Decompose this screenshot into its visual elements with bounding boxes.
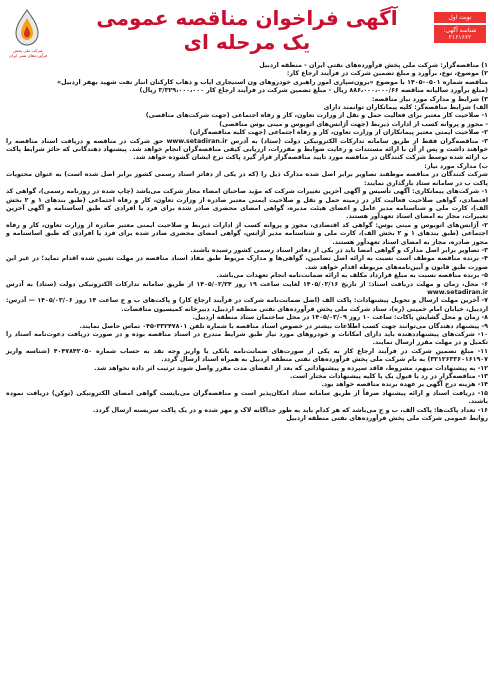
page-subtitle: یک مرحله ای bbox=[183, 30, 311, 54]
text-line: ۵- برنده مناقصه نسبت به مبلغ قرارداد مکلف به ارائه ضمانت‌نامه انجام تعهدات می‌باشد. bbox=[216, 272, 488, 280]
text-line: ۹- پیشنهاد دهندگان می‌توانند جهت کسب اطلاعات بیشتر در خصوص اسناد مناقصه با شماره تلفن ۳۳۲۴۷۸۰۱-۰۴۵ تماس حاصل نمایند. bbox=[79, 322, 488, 330]
text-line: ۱۳- مناقصه‌گزار در رد یا قبول یک یا کلیه پیشنهادات مختار است. bbox=[289, 373, 488, 381]
text-line: مناقصه شماره ۰۵۰۱-۱۴۰۵ با موضوع «برون‌سپاری امور راهبری خودروهای ون استیجاری ایاب و ذهاب کارکنان انبار نفت شهید بهفر اردبیل» bbox=[57, 78, 488, 86]
text-line: ۲) موضوع، نوع، برآورد و مبلغ تضمین شرکت در فرآیند ارجاع کار: bbox=[286, 70, 488, 78]
text-line: ۸- زمان و محل گشایش پاکات: ساعت ۱۰ روز ۱۴۰۵/۰۳/۰۹ در محل ساختمان ستاد منطقه اردبیل. bbox=[192, 314, 488, 322]
text-line: ۱) مناقصه‌گزار: شرکت ملی پخش فرآورده‌های نفتی ایران - منطقه اردبیل bbox=[259, 62, 488, 69]
header bbox=[6, 4, 488, 62]
badge-group bbox=[434, 12, 486, 45]
ad-id-badge: شناسه آگهی: ۲۱۶۱۶۶۲ bbox=[434, 25, 486, 43]
text-line: روابط عمومی شرکت ملی پخش فرآورده‌های نفتی منطقه اردبیل bbox=[286, 415, 488, 423]
text-line: ۷- آخرین مهلت ارسال و تحویل پیشنهادات: پاکت الف (اصل ضمانت‌نامه شرکت در فرآیند ارجاع کار) و پاکت‌های ب و ج ساعت ۱۴ روز ۱۴۰۵/۰۳/۰۶ — آدرس: اردبیل، خیابان امام خمینی (ره)، ستاد شرکت ملی پخش فرآورده‌های نفتی منطقه اردبیل، دبیرخانه کمیسیون مناقصات. bbox=[6, 297, 488, 313]
text-line: ۱۵- دریافت اسناد و ارائه پیشنهاد صرفاً از طریق سامانه ستاد امکان‌پذیر است و مناقصه‌گران می‌بایست گواهی امضای الکترونیکی (توکن) دریافت نموده باشند. bbox=[6, 389, 488, 406]
text-line: - مجوز و پروانه کسب از ادارات ذیربط (جهت آژانس‌های اتوبوس و مینی بوس مناقصی) bbox=[219, 120, 488, 128]
text-line: ۳- تصاویر برابر اصل مدارک و گواهی امضا باید در یکی از دفاتر اسناد رسمی کشور رسیده باشند. bbox=[190, 246, 488, 254]
ad-body bbox=[6, 62, 488, 423]
text-line: (مبلغ برآورد سالیانه مناقصه ۸۸۶،۰۰۰،۰۰۰/۶۶ ریال - مبلغ تضمین شرکت در فرآیند ارجاع کار ۳/۳۲۹،۰۰۰،۰۰۰ ریال) bbox=[139, 87, 488, 95]
text-line: ۶- محل، زمان و مهلت دریافت اسناد: از تاریخ ۱۴۰۵/۰۲/۱۶ لغایت ساعت ۱۹ روز ۱۴۰۵/۰۲/۲۴ از طریق سامانه تدارکات الکترونیکی دولت (ستاد) به آدرس www.setadiran.ir bbox=[6, 280, 488, 296]
page-title: آگهی فراخوان مناقصه عمومی bbox=[96, 6, 398, 30]
text-line: ۱۲- به پیشنهادات مبهم، مشروط، فاقد سپرده و پیشنهاداتی که بعد از انقضای مدت مقرر واصل شوند ترتیب اثر داده نخواهد شد. bbox=[94, 364, 488, 372]
text-line: ۱۰- شرکت‌های پیشنهاددهنده باید دارای امکانات و خودروهای مورد نیاز طبق شرایط مندرج در اسناد مناقصه بوده و در صورت دریافت دعوت‌نامه اسناد را تکمیل و در مهلت مقرر ارسال نمایند. bbox=[6, 331, 488, 347]
title-block bbox=[66, 6, 428, 54]
text-line: الف) شرایط مناقصه‌گر: کلیه پیمانکاران توانمند دارای bbox=[323, 104, 488, 112]
text-line: ۲- صلاحیت ایمنی معتبر پیمانکاران از وزارت تعاون، کار و رفاه اجتماعی (جهت کلیه مناقصه‌گران) bbox=[189, 129, 488, 137]
nioc-logo bbox=[10, 8, 44, 48]
text-line: شرکت کنندگان در مناقصه موظفند تصاویر برابر اصل شده مدارک ذیل را (که در یکی از دفاتر اسناد رسمی کشور برابر اصل شده است) به عنوان محتویات پاکت ب در سامانه ستاد بارگذاری نمایند: bbox=[6, 171, 488, 187]
text-line: ۲- آژانس‌های اتوبوس و مینی بوس: گواهی کد اقتصادی، مجوز و پروانه کسب از ادارات ذیربط و صلاحیت ایمنی معتبر صادره از وزارت تعاون، کار و رفاه اجتماعی (طبق بندهای ۱ و ۲ بخش الف)، کارت ملی و شناسنامه مدیر آژانس، گواهی امضای محضری صادر شده برای فرد یا افرادی که طبق اساسنامه و مجوز صادره، مجاز به امضای اسناد تعهدآور هستند. bbox=[6, 221, 488, 246]
section-heading: ۳) شرایط و مدارک مورد نیاز مناقصه: bbox=[371, 95, 488, 103]
text-line: ۱- صلاحیت کار معتبر برای فعالیت حمل و نقل از وزارت تعاون، کار و رفاه اجتماعی (جهت شرکت‌های مناقصی) bbox=[145, 112, 488, 120]
turn-badge: نوبت اول bbox=[434, 12, 486, 23]
text-line: ۱- شرکت‌های پیمانکاری: آگهی تأسیس و آگهی آخرین تغییرات شرکت که مؤید صاحبان امضاء مجاز شرکت می‌باشد (چاپ شده در روزنامه رسمی)، گواهی کد اقتصادی، گواهی صلاحیت فعالیت کار در زمینه حمل و نقل و صلاحیت ایمنی معتبر صادره از وزارت تعاون، کار و رفاه اجتماعی (طبق بندهای ۱ و ۲ بخش الف)، کارت ملی و شناسنامه مدیر عامل و اعضای هیئت مدیره، گواهی امضای محضری صادر شده برای فرد یا افرادی که طبق اساسنامه و آگهی آخرین تغییرات، مجاز به امضای اسناد تعهدآور هستند. bbox=[6, 188, 488, 221]
text-line: ۱۱- مبلغ تضمین شرکت در فرآیند ارجاع کار به یکی از صورت‌های ضمانت‌نامه بانکی یا واریز وجه نقد به حساب شماره ۴۰۴۷۸۴۲۰۵۰ (شناسه واریز ۳۲۱۲۶۳۳۶۰۱۶۱۹۰۷) به نام شرکت ملی پخش فرآورده‌های نفتی منطقه اردبیل به همراه اسناد ارسال گردد. bbox=[6, 347, 488, 364]
text-line: ۳- مناقصه‌گران فقط از طریق سامانه تدارکات الکترونیکی دولت (ستاد) به آدرس www.setadiran.ir حق شرکت در مناقصه و دریافت اسناد مناقصه را خواهند داشت و پس از آن با ارائه مستندات و رعایت ضوابط و مقررات، ارزیابی کیفی مناقصه‌گران انجام خواهد شد. پیشنهاد دهندگانی که حائز شرایط پاکت ب ارائه شده توسط شرکت کنندگان در مناقصه مورد تایید مناقصه‌گزار قرار گیرد پاکت نرخ ایشان گشوده خواهد شد. bbox=[6, 137, 488, 162]
logo-caption: شرکت ملی پخش فرآورده‌های نفتی ایران bbox=[8, 48, 48, 58]
text-line: ۴- برنده مناقصه موظف است نسبت به ارائه اصل تضامین، گواهی‌ها و مدارک مربوط طبق مفاد اسناد مناقصه در مهلت تعیین شده اقدام نماید؛ در غیر این صورت طبق قانون و آیین‌نامه‌های مربوطه اقدام خواهد شد. bbox=[6, 255, 488, 271]
text-line: ۱۶- تعداد پاکت‌ها: پاکت الف، ب و ج می‌باشد که هر کدام باید به طور جداگانه لاک و مهر شده و در یک پاکت سربسته ارسال گردد. bbox=[92, 406, 488, 414]
section-heading: ب) مدارک مورد نیاز: bbox=[424, 162, 488, 170]
text-line: ۱۴- هزینه درج آگهی بر عهده برنده مناقصه خواهد بود. bbox=[321, 381, 488, 389]
